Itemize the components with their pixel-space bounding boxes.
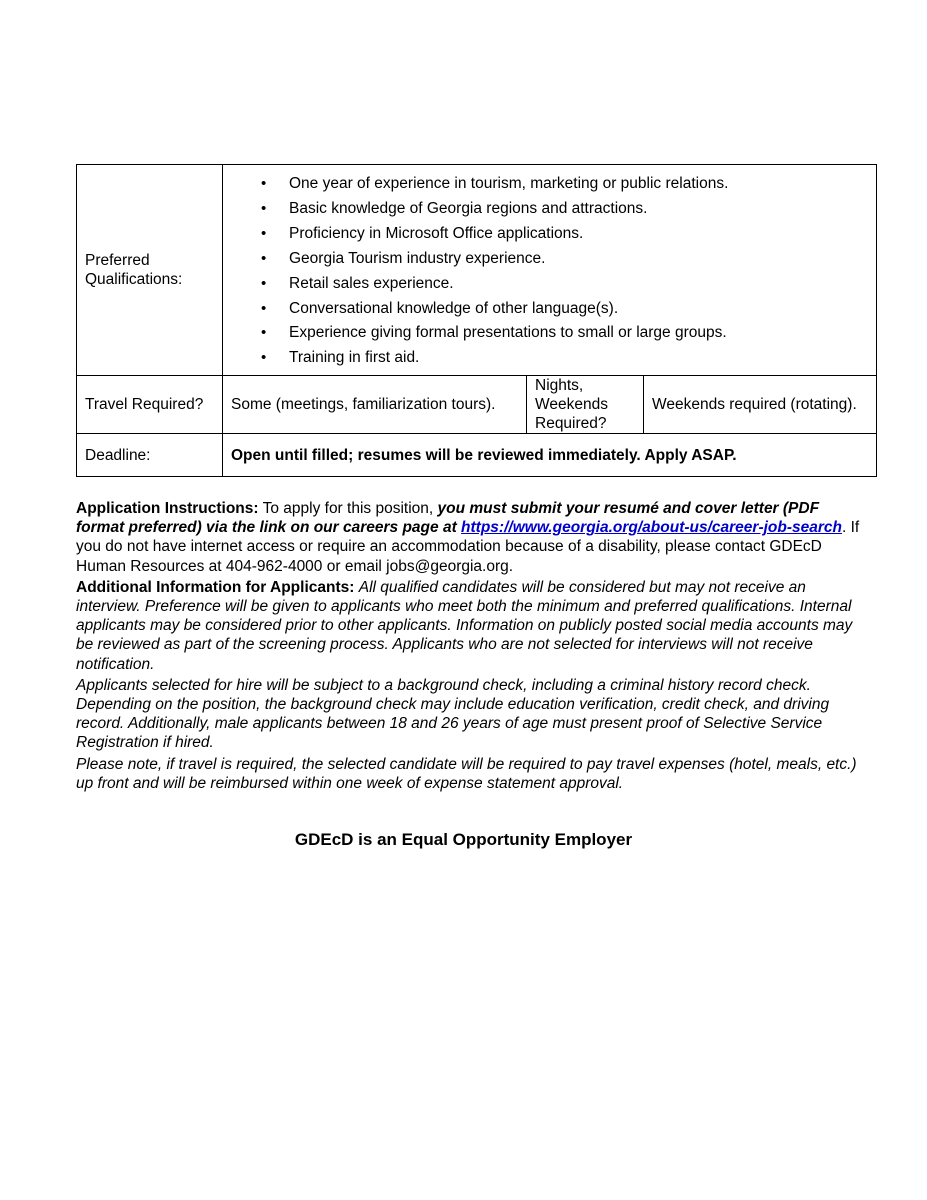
application-instructions-contact: . If you do not have internet access or require an accommodation because of a disability, please contact GDEcD Human Resources at 404-962-4000 or email jobs@georgia.org. — [76, 519, 860, 575]
preferred-qualifications-label: Preferred Qualifications: — [77, 165, 223, 376]
additional-information-text: All qualified candidates will be considered but may not receive an interview. Preference will be given to applicants who meet both the minimum and preferred qualifications. Internal applicants may be considered prior to other applicants. Information on publicly posted social media accounts may be reviewed as part of the screening process. Applicants who are not selected for interviews will not receive notification. — [76, 578, 853, 673]
qualifications-list — [231, 165, 870, 375]
careers-page-link[interactable]: https://www.georgia.org/about-us/career-job-search — [461, 519, 843, 537]
qualification-item: • Training in first aid. — [261, 346, 870, 371]
qualification-item: • Retail sales experience. — [261, 272, 870, 297]
travel-required-label: Travel Required? — [77, 376, 223, 434]
qualification-item: • Basic knowledge of Georgia regions and attractions. — [261, 197, 870, 222]
application-instructions-heading: Application Instructions: — [76, 500, 259, 517]
qualification-item: • Conversational knowledge of other language(s). — [261, 297, 870, 322]
qualification-item: • Georgia Tourism industry experience. — [261, 247, 870, 272]
qualification-item: • One year of experience in tourism, marketing or public relations. — [261, 172, 870, 197]
application-instructions-intro: To apply for this position, — [262, 500, 434, 517]
job-details-table — [76, 164, 877, 477]
nights-weekends-value: Weekends required (rotating). — [644, 376, 877, 434]
additional-information-heading: Additional Information for Applicants: — [76, 578, 355, 596]
preferred-qualifications-row — [77, 165, 877, 376]
qualification-item: • Proficiency in Microsoft Office applications. — [261, 222, 870, 247]
background-check-paragraph: Applicants selected for hire will be subject to a background check, including a criminal history record check. Depending on the position, the background check may include education verification, credit check, and driving record. Additionally, male applicants between 18 and 26 years of age must present proof of Selective Service Registration if hired. — [76, 676, 830, 752]
travel-required-value: Some (meetings, familiarization tours). — [223, 376, 527, 434]
equal-opportunity-statement: GDEcD is an Equal Opportunity Employer — [294, 830, 633, 849]
travel-row — [77, 376, 877, 434]
travel-expense-note: Please note, if travel is required, the selected candidate will be required to pay travel expenses (hotel, meals, etc.) up front and will be reimbursed within one week of expense statement approval. — [76, 755, 857, 792]
application-instructions-paragraph — [76, 499, 866, 576]
deadline-row — [77, 434, 877, 477]
deadline-value: Open until filled; resumes will be reviewed immediately. Apply ASAP. — [223, 434, 877, 477]
instructions-section — [76, 499, 866, 795]
additional-information-paragraph — [76, 578, 866, 674]
application-instructions-emphasis: you must submit your resumé and cover letter (PDF format preferred) via the link on our careers page at — [76, 500, 820, 537]
nights-weekends-label: Nights, Weekends Required? — [527, 376, 644, 434]
deadline-label: Deadline: — [77, 434, 223, 477]
qualification-item: • Experience giving formal presentations to small or large groups. — [261, 321, 870, 346]
preferred-qualifications-cell — [223, 165, 877, 376]
